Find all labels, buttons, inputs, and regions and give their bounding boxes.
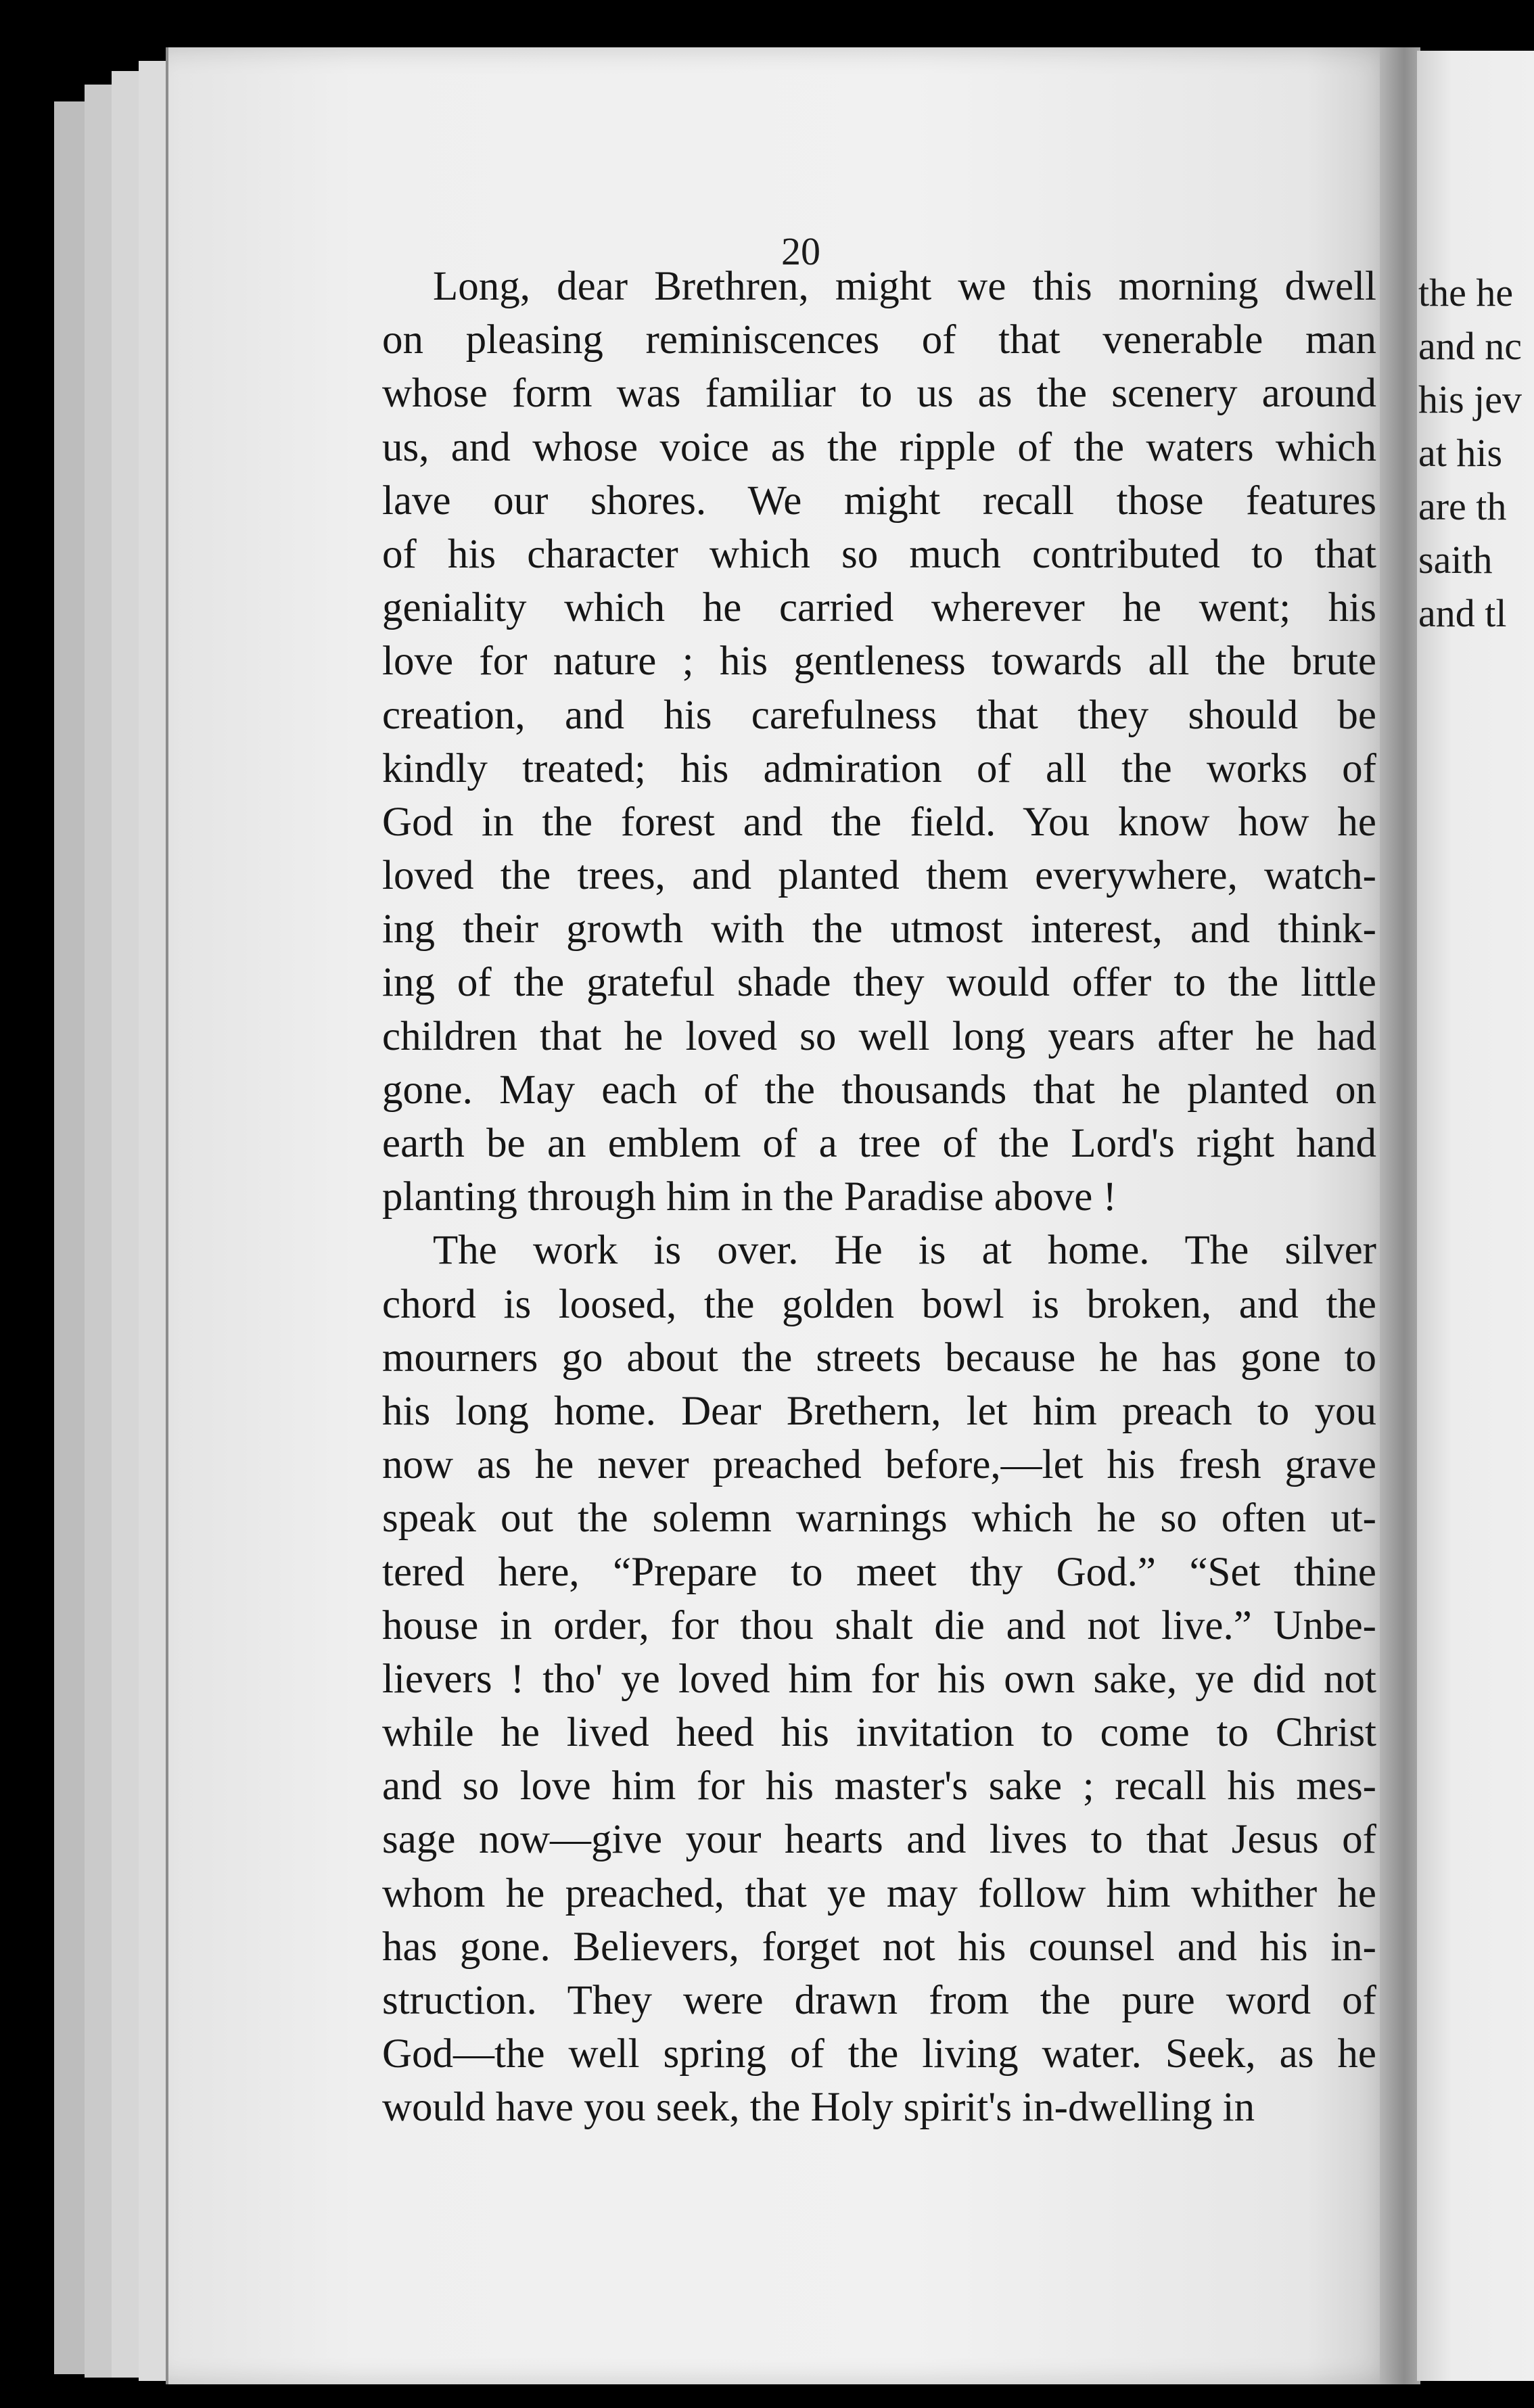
text-line: The work is over. He is at home. The silver — [433, 1228, 1376, 1274]
text-line: earth be an emblem of a tree of the Lord's right hand — [382, 1121, 1376, 1166]
text-line: Long, dear Brethren, might we this morning dwell — [433, 264, 1376, 309]
page-number: 20 — [781, 229, 820, 273]
facing-page-line: his jev — [1418, 377, 1523, 421]
text-line: gone. May each of the thousands that he planted on — [382, 1067, 1376, 1113]
facing-page-line: the he — [1418, 271, 1514, 315]
text-line: and so love him for his master's sake ; recall his mes- — [382, 1763, 1376, 1809]
page-body-text — [382, 260, 1376, 2135]
facing-page-line: and tl — [1418, 591, 1507, 635]
text-line: ing their growth with the utmost interest, and think- — [382, 906, 1376, 952]
text-line: struction. They were drawn from the pure word of — [382, 1978, 1376, 2023]
text-line: God in the forest and the field. You know how he — [382, 799, 1376, 845]
facing-page-line: and nc — [1418, 324, 1522, 368]
text-line: lave our shores. We might recall those features — [382, 478, 1376, 524]
text-line: whom he preached, that ye may follow him whither he — [382, 1870, 1376, 1916]
text-line: geniality which he carried wherever he went; his — [382, 585, 1376, 631]
text-line: children that he loved so well long years after he had — [382, 1013, 1376, 1059]
text-line: house in order, for thou shalt die and not live.” Unbe- — [382, 1602, 1376, 1648]
text-line: has gone. Believers, forget not his counsel and his in- — [382, 1924, 1376, 1970]
text-line: mourners go about the streets because he has gone to — [382, 1335, 1376, 1381]
text-line: loved the trees, and planted them everywhere, watch- — [382, 853, 1376, 899]
facing-page-line: at his — [1418, 431, 1503, 475]
facing-page-fragment — [1417, 51, 1534, 2381]
text-line: while he lived heed his invitation to come to Christ — [382, 1710, 1376, 1756]
text-line: whose form was familiar to us as the scenery around — [382, 371, 1376, 417]
text-line: us, and whose voice as the ripple of the waters which — [382, 424, 1376, 470]
text-line: creation, and his carefulness that they should be — [382, 692, 1376, 738]
book-gutter — [1380, 47, 1420, 2384]
text-line: of his character which so much contributed to that — [382, 531, 1376, 577]
text-line: kindly treated; his admiration of all the works of — [382, 745, 1376, 791]
text-line: lievers ! tho' ye loved him for his own sake, ye did not — [382, 1656, 1376, 1702]
text-line: God—the well spring of the living water. Seek, as he — [382, 2031, 1376, 2077]
text-line: ing of the grateful shade they would offer to the little — [382, 960, 1376, 1006]
text-line: would have you seek, the Holy spirit's in-dwelling in — [382, 2085, 1255, 2131]
text-line: sage now—give your hearts and lives to that Jesus of — [382, 1817, 1376, 1863]
text-line: chord is loosed, the golden bowl is broken, and the — [382, 1281, 1376, 1327]
text-line: on pleasing reminiscences of that venerable man — [382, 317, 1376, 363]
text-line: his long home. Dear Brethern, let him preach to you — [382, 1388, 1376, 1434]
text-line: now as he never preached before,—let his fresh grave — [382, 1442, 1376, 1488]
facing-page-line: saith — [1418, 538, 1493, 582]
text-line: tered here, “Prepare to meet thy God.” “Set thine — [382, 1549, 1376, 1595]
facing-page-line: are th — [1418, 484, 1507, 528]
text-line: love for nature ; his gentleness towards all the brute — [382, 639, 1376, 685]
text-line: planting through him in the Paradise above ! — [382, 1174, 1117, 1220]
text-line: speak out the solemn warnings which he so often ut- — [382, 1496, 1376, 1542]
